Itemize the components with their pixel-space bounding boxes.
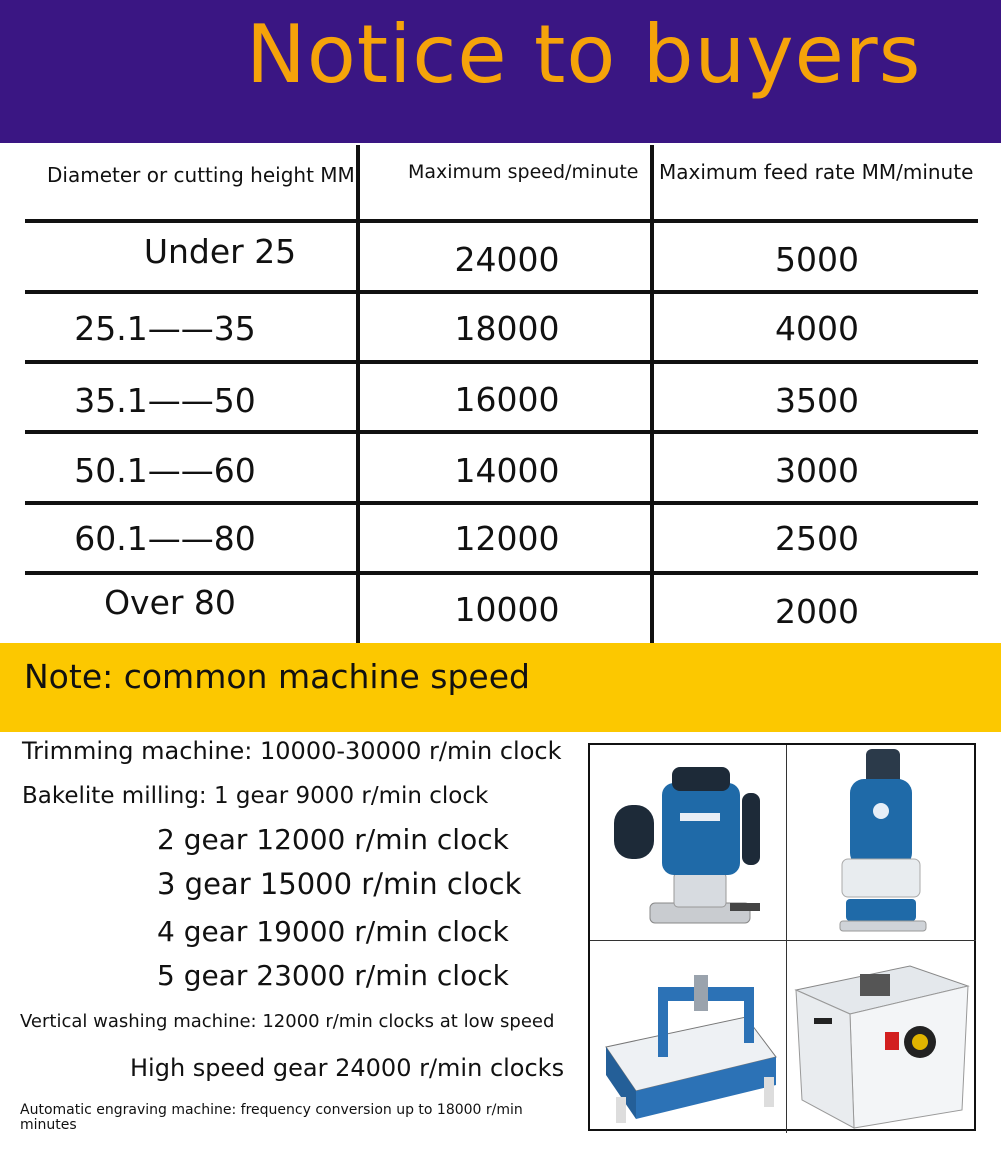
- speed-line: Bakelite milling: 1 gear 9000 r/min clock: [22, 783, 489, 809]
- title-banner: [0, 0, 1001, 143]
- table-cell-feed: 4000: [775, 309, 859, 348]
- cnc-router-image: [596, 967, 781, 1127]
- table-cell-speed: 18000: [454, 309, 560, 348]
- trimmer-image: [820, 749, 950, 939]
- speed-line: 2 gear 12000 r/min clock: [157, 823, 509, 856]
- header-max-feed: Maximum feed rate MM/minute: [659, 160, 974, 184]
- table-cell-feed: 5000: [775, 240, 859, 279]
- table-cell-diameter: Over 80: [104, 583, 236, 622]
- speed-line: 4 gear 19000 r/min clock: [157, 915, 509, 948]
- table-cell-speed: 24000: [454, 240, 560, 279]
- table-rule: [25, 571, 978, 575]
- header-diameter: Diameter or cutting height MM: [47, 163, 355, 187]
- table-cell-speed: 14000: [454, 451, 560, 490]
- table-cell-diameter: 35.1——50: [74, 381, 256, 420]
- speed-line: Automatic engraving machine: frequency conversion up to 18000 r/min minutes: [20, 1102, 523, 1133]
- table-cell-speed: 16000: [454, 380, 560, 419]
- table-cell-feed: 3000: [775, 451, 859, 490]
- table-rule: [25, 290, 978, 294]
- note-heading: Note: common machine speed: [24, 657, 530, 696]
- table-rule: [25, 360, 978, 364]
- table-cell-speed: 12000: [454, 519, 560, 558]
- plunge-router-image: [602, 753, 777, 933]
- speed-line: 3 gear 15000 r/min clock: [157, 867, 522, 901]
- table-rule: [25, 501, 978, 505]
- table-rule: [25, 219, 978, 223]
- header-max-speed: Maximum speed/minute: [408, 161, 639, 183]
- table-rule: [25, 430, 978, 434]
- table-cell-feed: 2500: [775, 519, 859, 558]
- speed-line: Trimming machine: 10000-30000 r/min clock: [22, 737, 562, 765]
- table-cell-diameter: 25.1——35: [74, 309, 256, 348]
- table-cell-diameter: 50.1——60: [74, 451, 256, 490]
- page-title: Notice to buyers: [246, 8, 922, 101]
- table-cell-diameter: Under 25: [143, 232, 297, 271]
- note-bar: [0, 643, 1001, 732]
- machine-photo-grid: [588, 743, 976, 1131]
- grid-divider: [786, 745, 787, 1133]
- speed-line: High speed gear 24000 r/min clocks: [130, 1054, 565, 1082]
- table-cell-feed: 3500: [775, 381, 859, 420]
- grid-divider: [590, 940, 976, 941]
- speed-line: 5 gear 23000 r/min clock: [157, 959, 509, 992]
- table-cell-diameter: 60.1——80: [74, 519, 256, 558]
- spindle-moulder-image: [790, 960, 970, 1130]
- table-cell-speed: 10000: [454, 590, 560, 629]
- table-cell-feed: 2000: [775, 592, 859, 631]
- speed-line: Vertical washing machine: 12000 r/min clocks at low speed: [20, 1011, 555, 1032]
